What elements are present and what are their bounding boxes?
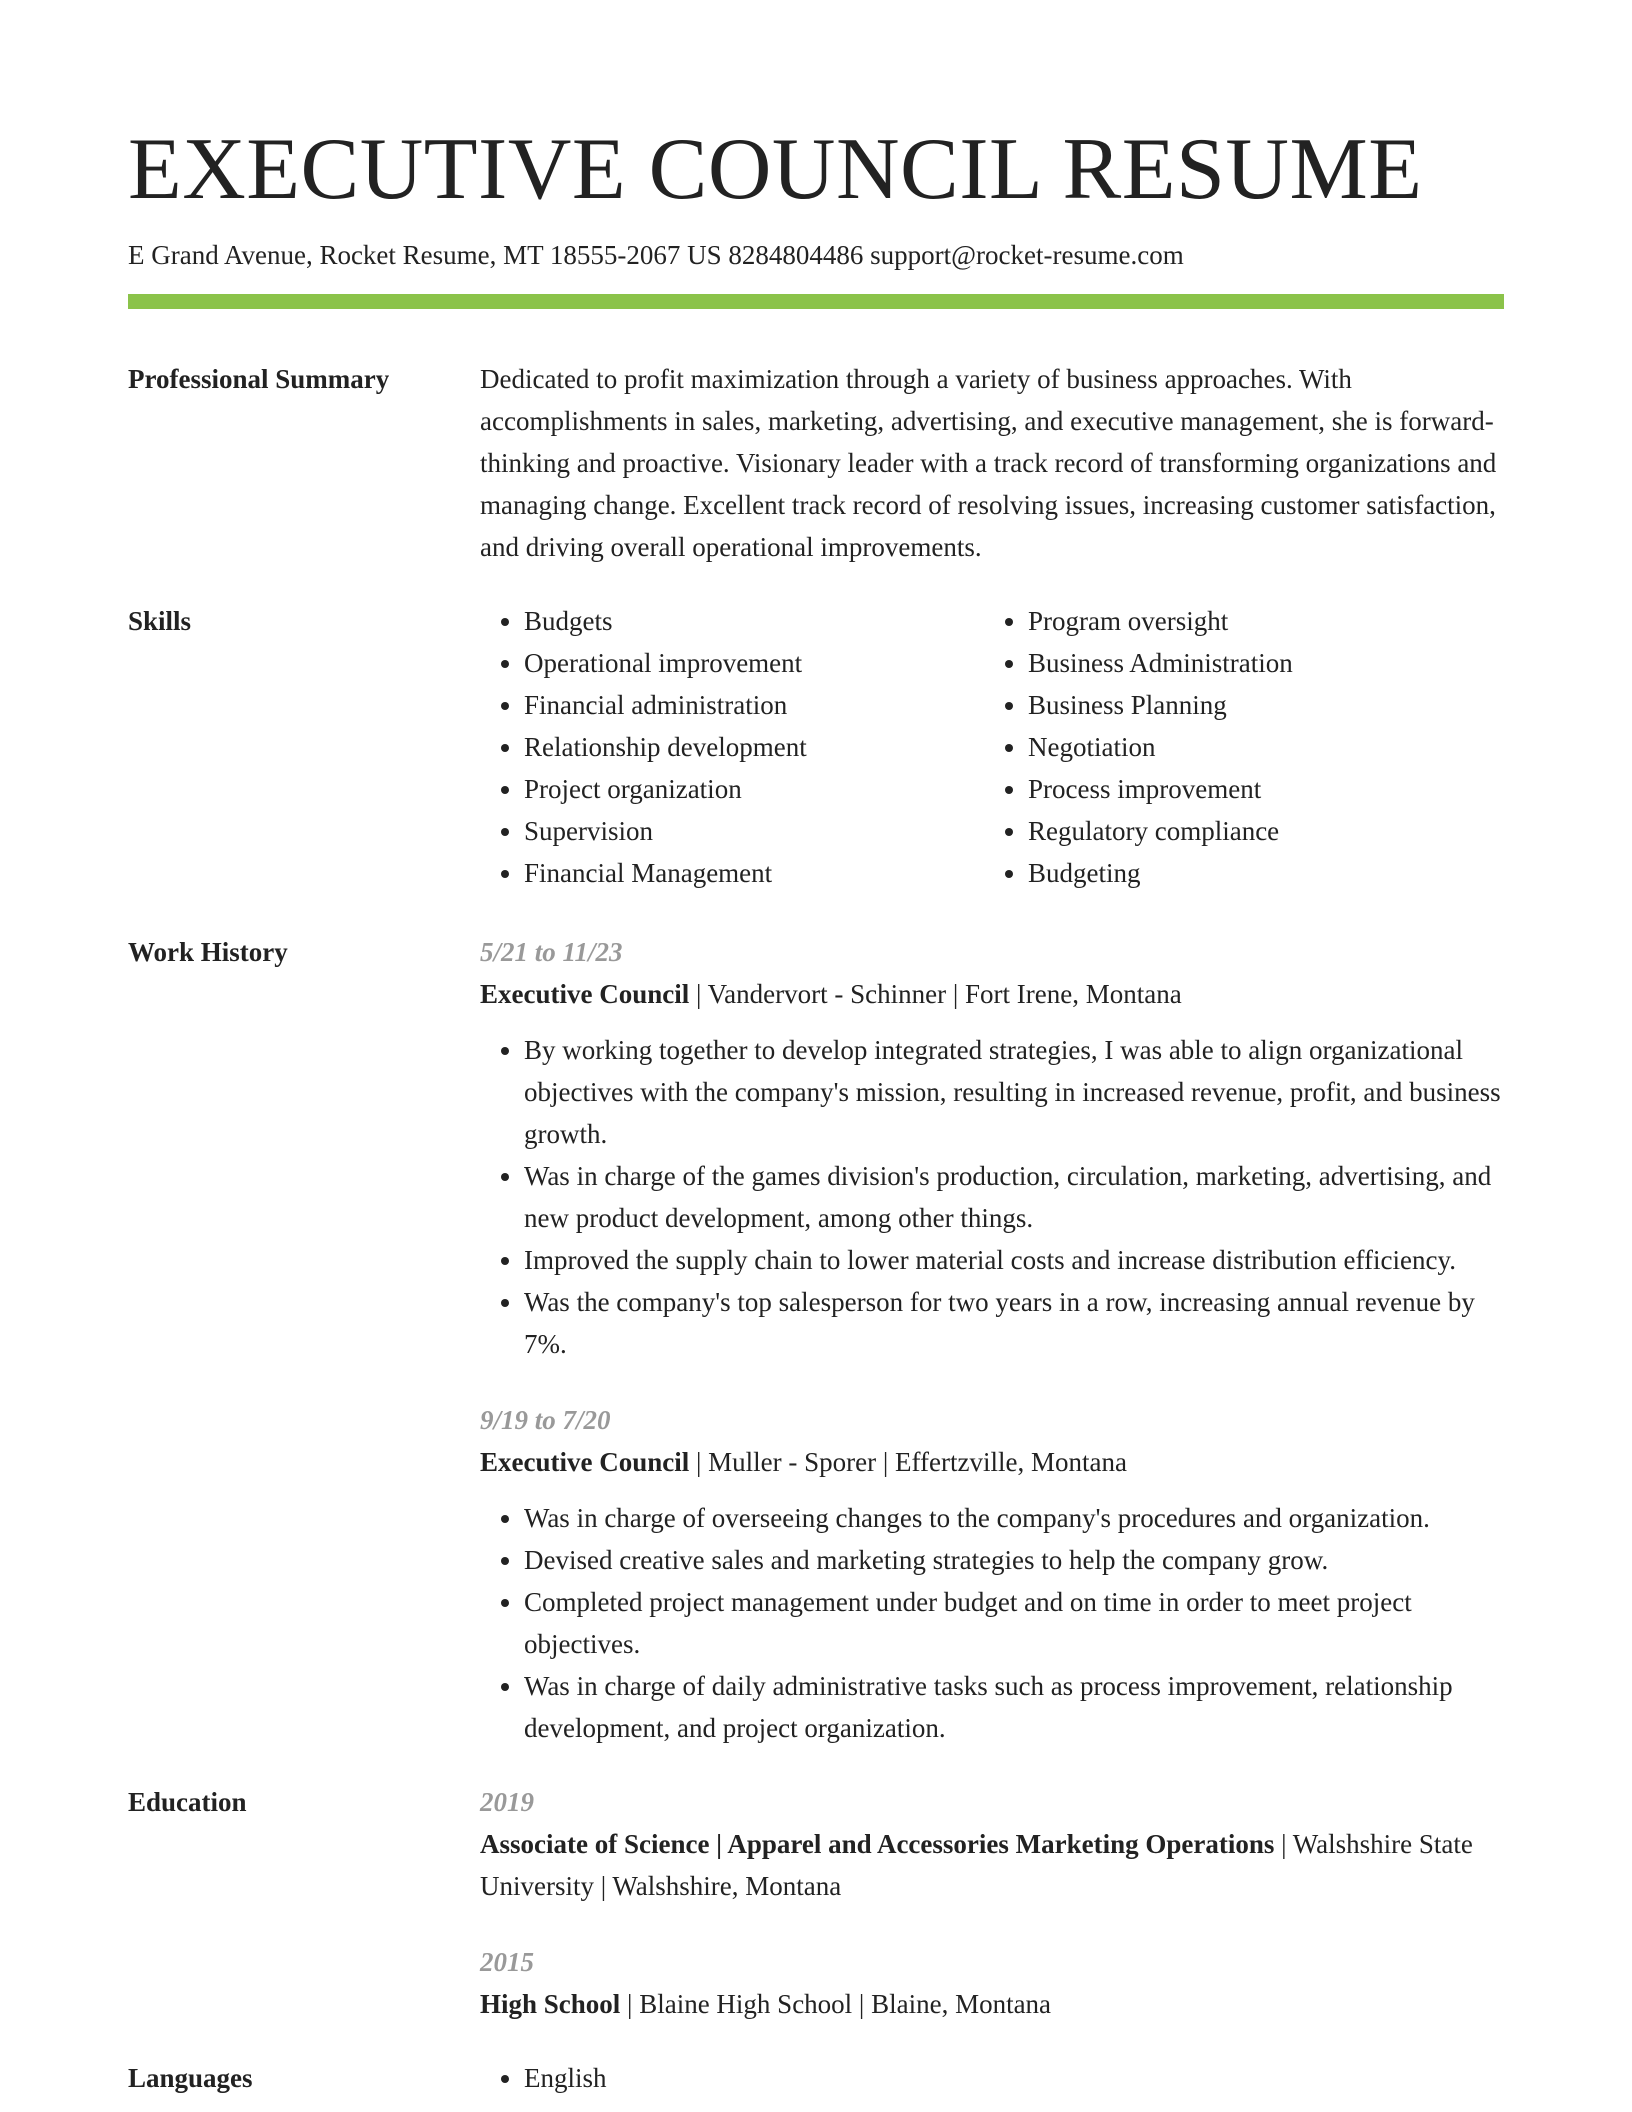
section-skills <box>128 600 1504 894</box>
job-bullets <box>480 1497 1504 1749</box>
section-label: Professional Summary <box>128 364 390 394</box>
section-education <box>128 1781 1504 2025</box>
skills-column-right <box>984 600 1488 894</box>
job-bullet: • Was the company's top salesperson for two years in a row, increasing annual revenue by 7%. <box>524 1281 1504 1365</box>
skill-item: • Project organization <box>524 768 984 810</box>
languages-content <box>480 2057 1504 2099</box>
job-bullets <box>480 1029 1504 1365</box>
job-heading <box>480 1441 1504 1483</box>
language-list <box>480 2057 1504 2099</box>
skill-item: • Program oversight <box>1028 600 1488 642</box>
school-location: | Walshshire State University | Walshshire, Montana <box>480 1829 1473 1901</box>
job-heading <box>480 973 1504 1015</box>
job-bullet: • Completed project management under budget and on time in order to meet project objectives. <box>524 1581 1504 1665</box>
skill-item: • Financial administration <box>524 684 984 726</box>
job-dates: 5/21 to 11/23 <box>480 937 623 967</box>
job-employer-location: | Muller - Sporer | Effertzville, Montana <box>689 1447 1127 1477</box>
skills-grid <box>480 600 1504 894</box>
job-bullet: • Was in charge of the games division's production, circulation, marketing, advertising, and new product development, among other things. <box>524 1155 1504 1239</box>
education-heading <box>480 1983 1504 2025</box>
job-employer-location: | Vandervort - Schinner | Fort Irene, Montana <box>689 979 1182 1009</box>
contact-line: E Grand Avenue, Rocket Resume, MT 18555-2067 US 8284804486 support@rocket-resume.com <box>128 240 1184 270</box>
section-work-history <box>128 931 1504 1749</box>
degree-title: High School <box>480 1989 621 2019</box>
skill-item: • Business Planning <box>1028 684 1488 726</box>
education-date: 2015 <box>480 1947 534 1977</box>
skills-column-left <box>480 600 984 894</box>
education-entry <box>480 1941 1504 2025</box>
skill-item: • Operational improvement <box>524 642 984 684</box>
job-dates: 9/19 to 7/20 <box>480 1405 611 1435</box>
job-entry <box>480 1399 1504 1749</box>
education-heading <box>480 1823 1504 1907</box>
skill-item: • Supervision <box>524 810 984 852</box>
job-bullet: • By working together to develop integrated strategies, I was able to align organizational objectives with the company's mission, resulting in increased revenue, profit, and business growth. <box>524 1029 1504 1155</box>
section-professional-summary <box>128 358 1504 568</box>
skill-item: • Regulatory compliance <box>1028 810 1488 852</box>
skill-item: • Business Administration <box>1028 642 1488 684</box>
section-languages <box>128 2057 1504 2099</box>
summary-text: Dedicated to profit maximization through a variety of business approaches. With accomplishments in sales, marketing, advertising, and executive management, she is forward-thinking and proactive. Visionary leader with a track record of transforming organizations and managing change. Excellent track record of resolving issues, increasing customer satisfaction, and driving overall operational improvements. <box>480 364 1497 562</box>
education-date: 2019 <box>480 1787 534 1817</box>
job-bullet: • Was in charge of overseeing changes to the company's procedures and organization. <box>524 1497 1504 1539</box>
skill-item: • Negotiation <box>1028 726 1488 768</box>
degree-title: Associate of Science | Apparel and Accessories Marketing Operations <box>480 1829 1275 1859</box>
skill-item: • Financial Management <box>524 852 984 894</box>
skill-item: • Process improvement <box>1028 768 1488 810</box>
education-entries <box>480 1781 1504 2025</box>
section-label: Work History <box>128 937 288 967</box>
section-label: Languages <box>128 2063 253 2093</box>
skill-item: • Budgeting <box>1028 852 1488 894</box>
skill-item: • Relationship development <box>524 726 984 768</box>
resume-title: EXECUTIVE COUNCIL RESUME <box>128 121 1423 218</box>
skill-item: • Budgets <box>524 600 984 642</box>
job-bullet: • Improved the supply chain to lower material costs and increase distribution efficiency. <box>524 1239 1504 1281</box>
accent-divider <box>128 294 1504 309</box>
job-title: Executive Council <box>480 979 690 1009</box>
job-entry <box>480 931 1504 1365</box>
section-label: Education <box>128 1787 247 1817</box>
education-entry <box>480 1781 1504 1907</box>
job-title: Executive Council <box>480 1447 690 1477</box>
job-bullet: • Devised creative sales and marketing strategies to help the company grow. <box>524 1539 1504 1581</box>
section-label: Skills <box>128 606 192 636</box>
work-history-entries <box>480 931 1504 1749</box>
job-bullet: • Was in charge of daily administrative tasks such as process improvement, relationship development, and project organization. <box>524 1665 1504 1749</box>
school-location: | Blaine High School | Blaine, Montana <box>620 1989 1052 2019</box>
language-item: • English <box>524 2057 1504 2099</box>
